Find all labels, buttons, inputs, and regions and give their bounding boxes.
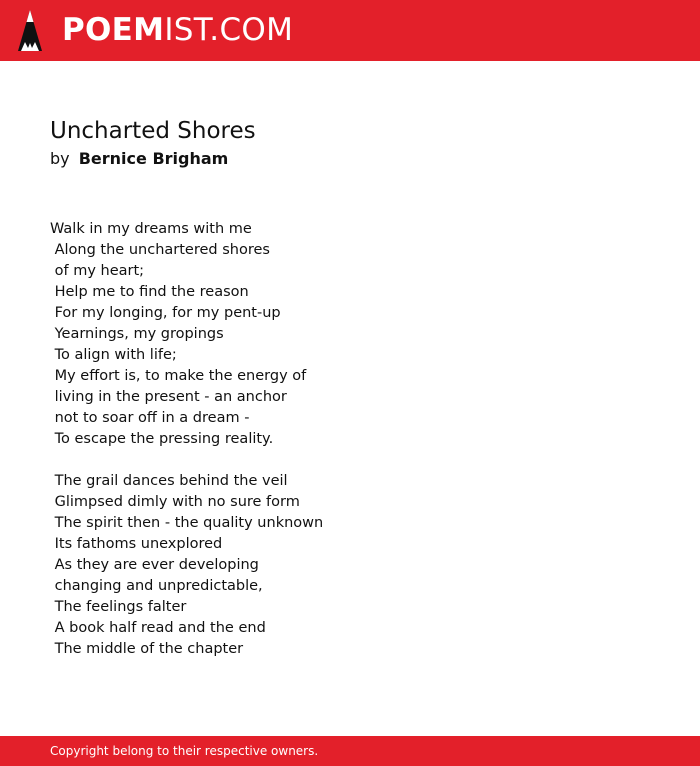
poem-title: Uncharted Shores — [50, 118, 256, 144]
brand-light-text: IST.COM — [164, 12, 294, 48]
copyright-text: Copyright belong to their respective owners. — [50, 744, 319, 758]
byline — [50, 148, 228, 170]
pencil-tip-icon[interactable] — [18, 10, 42, 51]
poem-line: Walk in my dreams with me — [50, 221, 252, 237]
poem-line: A book half read and the end — [50, 620, 266, 636]
poem-line: Its fathoms unexplored — [50, 536, 223, 552]
poem-line: Yearnings, my gropings — [50, 326, 224, 342]
poem-line: The spirit then - the quality unknown — [50, 515, 324, 531]
poem-line: Along the unchartered shores — [50, 242, 270, 258]
poem-line: not to soar off in a dream - — [50, 410, 250, 426]
poem-line: The feelings falter — [50, 599, 187, 615]
poem-body — [50, 219, 323, 660]
site-header — [0, 0, 700, 61]
by-label: by — [50, 149, 70, 168]
author-name: Bernice Brigham — [78, 149, 229, 168]
poem-line — [50, 450, 323, 471]
poem-line: living in the present - an anchor — [50, 389, 287, 405]
poem-line: The grail dances behind the veil — [50, 473, 288, 489]
poem-line: As they are ever developing — [50, 557, 259, 573]
poem-line: For my longing, for my pent-up — [50, 305, 281, 321]
poem-line: The middle of the chapter — [50, 641, 244, 657]
site-logo-text[interactable] — [62, 12, 293, 48]
poem-line: Glimpsed dimly with no sure form — [50, 494, 300, 510]
poem-line: My effort is, to make the energy of — [50, 368, 307, 384]
poem-line: To escape the pressing reality. — [50, 431, 274, 447]
poem-line: of my heart; — [50, 263, 145, 279]
site-footer — [0, 736, 700, 766]
poem-line: Help me to find the reason — [50, 284, 249, 300]
poem-line: changing and unpredictable, — [50, 578, 263, 594]
brand-bold-text: POEM — [62, 12, 165, 48]
poem-line: To align with life; — [50, 347, 177, 363]
